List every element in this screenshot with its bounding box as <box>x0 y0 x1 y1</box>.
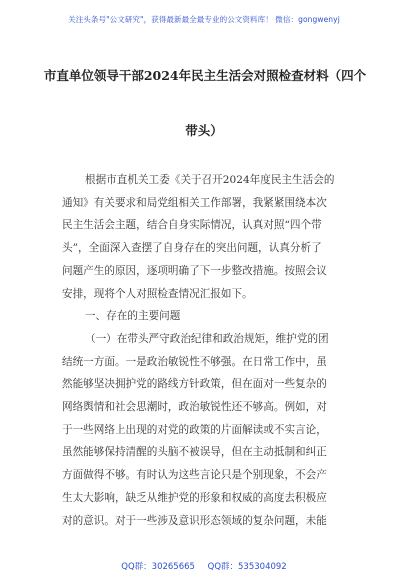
body-line: 然能够坚决拥护党的路线方针政策，但在面对一些复杂的 <box>62 378 327 391</box>
header-banner: 关注头条号"公文研究"，获得最新最全最专业的公文资料库！ 微信：gongwenyj <box>68 15 340 24</box>
body-line: （一）在带头严守政治纪律和政治规矩，维护党的团 <box>85 332 329 345</box>
body-line: 对的意识。对于一些涉及意识形态领域的复杂问题，未能 <box>62 514 327 527</box>
body-line: 根据市直机关工委《关于召开2024年度民主生活会的 <box>85 174 335 186</box>
body-line: 结统一方面。一是政治敏锐性不够强。在日常工作中，虽 <box>62 355 327 368</box>
body-line: 头”，全面深入查摆了自身存在的突出问题，认真分析了 <box>62 242 322 255</box>
body-line: 方面做得不够。有时认为这些言论只是个别现象，不会产 <box>62 469 327 482</box>
document-title: 市直单位领导干部2024年民主生活会对照检查材料（四个 <box>43 68 367 83</box>
body-line: 生太大影响，缺乏从维护党的形象和权威的高度去积极应 <box>62 491 327 504</box>
document-subtitle: 带头） <box>185 123 223 138</box>
body-line: 网络舆情和社会思潮时，政治敏锐性还不够高。例如，对 <box>62 401 327 413</box>
body-line: 虽然能够保持清醒的头脑不被误导，但在主动抵制和纠正 <box>62 446 327 459</box>
body-line: 民主生活会主题，结合自身实际情况，认真对照“四个带 <box>62 219 322 232</box>
body-line: 问题产生的原因，逐项明确了下一步整改措施。按照会议 <box>62 264 327 277</box>
footer-contact: QQ群：30265665 QQ群：535304092 <box>121 562 287 572</box>
body-line: 通知》有关要求和局党组相关工作部署，我紧紧围绕本次 <box>62 196 327 209</box>
body-line: 安排，现将个人对照检查情况汇报如下。 <box>62 287 253 300</box>
section-heading: 一、存在的主要问题 <box>85 310 181 323</box>
body-line: 于一些网络上出现的对党的政策的片面解读或不实言论， <box>62 423 327 436</box>
